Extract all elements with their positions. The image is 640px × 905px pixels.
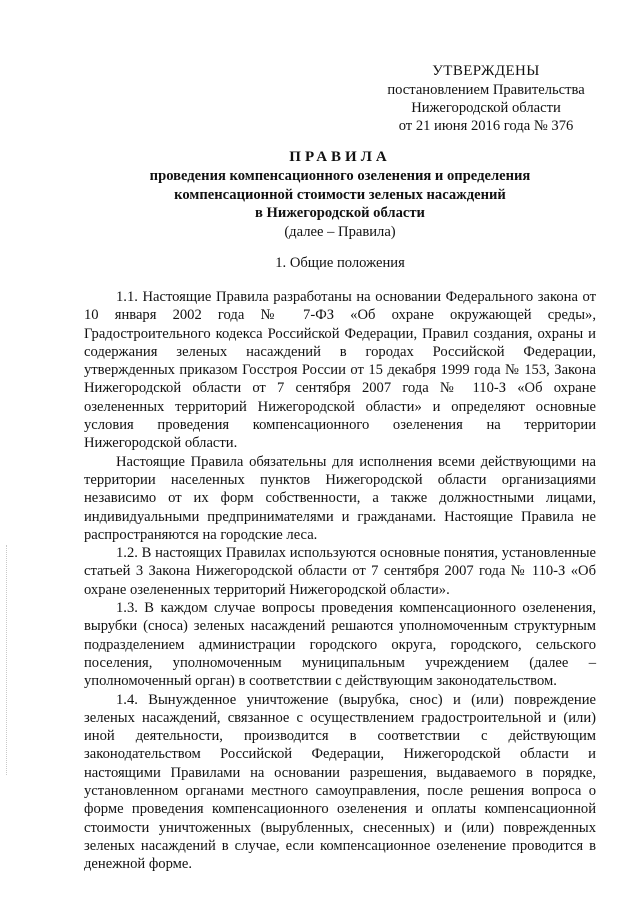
paragraph-scope: Настоящие Правила обязательны для исполнения всеми действующими на территории населенных пунктов Нижегородской области организациями независимо от их форм собственности, а также должностными лицами, индивидуальными предпринимателями и гражданами. Настоящие Правила не распространяются на городские леса. bbox=[84, 453, 596, 543]
scan-edge-mark bbox=[6, 545, 9, 775]
section-heading: 1. Общие положения bbox=[275, 255, 405, 271]
document-title-note: (далее – Правила) bbox=[284, 223, 396, 240]
document-body bbox=[84, 288, 596, 874]
approval-block bbox=[376, 62, 596, 135]
document-subtitle-line: проведения компенсационного озеленения и определения bbox=[149, 168, 531, 184]
document-title-block bbox=[84, 148, 596, 242]
approval-line: Нижегородской области bbox=[411, 100, 561, 116]
approval-line: постановлением Правительства bbox=[387, 82, 585, 98]
paragraph-1-2: 1.2. В настоящих Правилах используются основные понятия, установленные статьей 3 Закона Нижегородской области от 7 сентября 2007 года № 110-З «Об охране озелененных территорий Нижегородской области». bbox=[84, 545, 596, 598]
approval-date: от 21 июня 2016 года № 376 bbox=[398, 118, 574, 134]
document-title: ПРАВИЛА bbox=[289, 149, 391, 165]
document-subtitle-line: в Нижегородской области bbox=[255, 205, 425, 221]
paragraph-1-4: 1.4. Вынужденное уничтожение (вырубка, снос) и (или) повреждение зеленых насаждений, связанное с осуществлением градостроительной и (или) иной деятельности, производится в соответствии с действующим законодательством Российской Федерации, Нижегородской области и настоящими Правилами на основании разрешения, выдаваемого в порядке, установленном органами местного самоуправления, после решения вопроса о форме проведения компенсационного озеленения и оплаты компенсационной стоимости уничтоженных (вырубленных, снесенных) и (или) поврежденных зеленых насаждений в случае, если компенсационное озеленение проводится в денежной форме. bbox=[84, 691, 596, 873]
paragraph-1-1: 1.1. Настоящие Правила разработаны на основании Федерального закона от 10 января 2002 года № 7-ФЗ «Об охране окружающей среды», Градостроительного кодекса Российской Федерации, Правил создания, охраны и содержания зеленых насаждений в городах Российской Федерации, утвержденных приказом Госстроя России от 15 декабря 1999 года № 153, Закона Нижегородской области от 7 сентября 2007 года № 110-З «Об охране озелененных территорий Нижегородской области» и определяют основные условия проведения компенсационного озеленения на территории Нижегородской области. bbox=[84, 289, 596, 452]
approval-heading: УТВЕРЖДЕНЫ bbox=[432, 63, 540, 79]
document-subtitle-line: компенсационной стоимости зеленых насаждений bbox=[174, 186, 506, 203]
paragraph-1-3: 1.3. В каждом случае вопросы проведения компенсационного озеленения, вырубки (сноса) зеленых насаждений решаются уполномоченным структурным подразделением администрации городского округа, городского, сельского поселения, уполномоченным муниципальным учреждением (далее – уполномоченный орган) в соответствии с действующим законодательством. bbox=[84, 600, 596, 690]
